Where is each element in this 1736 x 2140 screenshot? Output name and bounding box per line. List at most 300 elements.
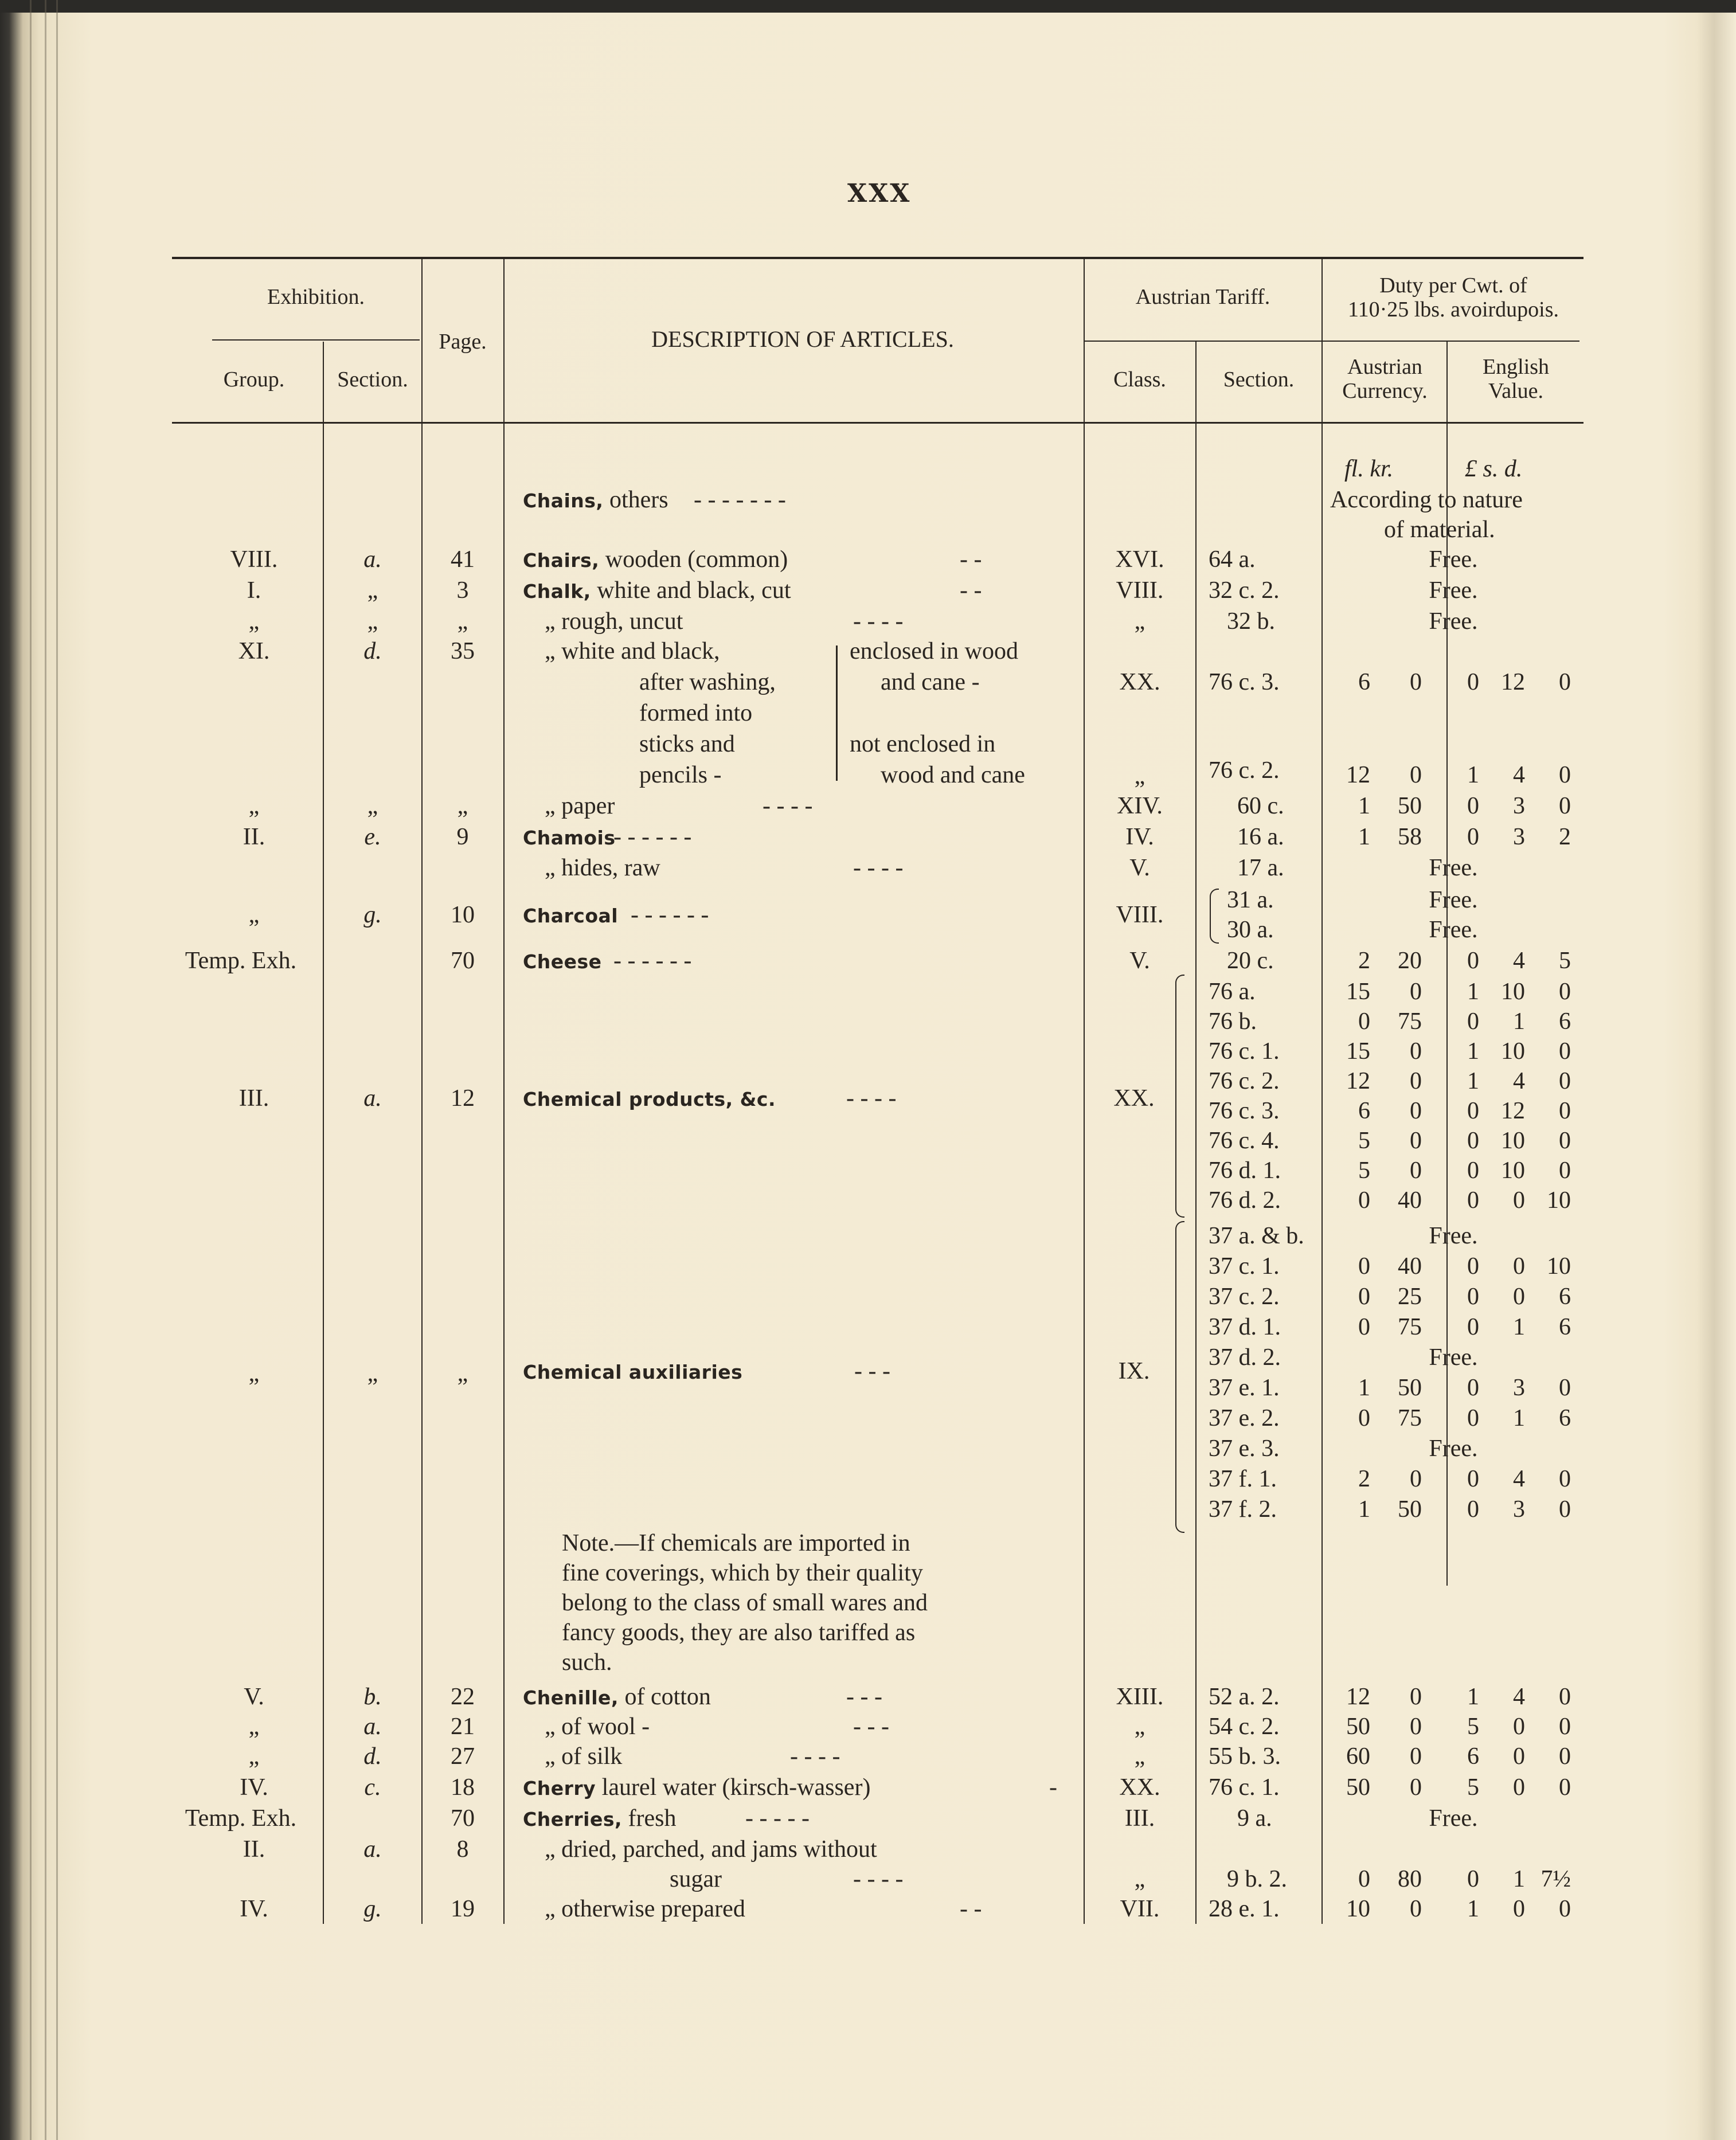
group-cell: VIII. (230, 546, 278, 573)
pound-cell: 1 (1467, 1896, 1479, 1922)
header-tariff-section: Section. (1223, 367, 1295, 392)
duty-free: Free. (1429, 1223, 1478, 1249)
tariff-section-cell: 37 f. 1. (1209, 1466, 1277, 1492)
shilling-cell: 10 (1501, 1157, 1525, 1184)
entry-description-cont: after washing, (639, 669, 776, 695)
header-duty-line2: 110·25 lbs. avoirdupois. (1347, 298, 1559, 322)
duty-free: Free. (1429, 1435, 1478, 1462)
entry-description: „ hides, raw (545, 855, 660, 881)
tariff-rule (1084, 341, 1579, 342)
group-cell: IV. (240, 1774, 268, 1801)
class-cell: XIII. (1116, 1684, 1164, 1710)
fl-cell: 2 (1358, 948, 1370, 974)
fl-cell: 50 (1346, 1774, 1370, 1801)
leader-dashes: - - - - - - (631, 902, 709, 928)
kr-cell: 0 (1410, 1684, 1422, 1710)
page-fold (56, 0, 58, 2140)
fl-cell: 6 (1358, 669, 1370, 695)
entry-text (545, 1742, 622, 1771)
pound-cell: 0 (1467, 1314, 1479, 1340)
header-description: DESCRIPTION OF ARTICLES. (651, 326, 954, 352)
page-cell: 9 (456, 824, 469, 850)
page-cell: 41 (451, 546, 475, 573)
entry-description: wooden (common) (599, 546, 788, 573)
entry-text (545, 1712, 650, 1742)
duty-free: Free. (1429, 546, 1478, 573)
fl-cell: 5 (1358, 1157, 1370, 1184)
shilling-cell: 0 (1513, 1774, 1525, 1801)
col-divider (1195, 342, 1197, 1924)
page-cell: „ (457, 1360, 468, 1387)
page-cell: 70 (451, 948, 475, 974)
pound-cell: 5 (1467, 1713, 1479, 1740)
pound-cell: 0 (1467, 1187, 1479, 1214)
col-divider (1321, 259, 1323, 1924)
pence-cell: 2 (1559, 824, 1571, 850)
fl-cell: 6 (1358, 1098, 1370, 1124)
col-divider (323, 342, 324, 1924)
pence-cell: 0 (1559, 1038, 1571, 1065)
class-cell: XX. (1119, 1774, 1160, 1801)
option-not-enclosed: wood and cane (881, 762, 1025, 788)
class-cell: „ (1134, 1743, 1145, 1770)
header-austrian-tariff: Austrian Tariff. (1135, 285, 1270, 309)
page-cell: 22 (451, 1684, 475, 1710)
pence-cell: 0 (1559, 1684, 1571, 1710)
shilling-cell: 0 (1513, 1713, 1525, 1740)
group-cell: II. (243, 824, 265, 850)
header-austrian-currency: Austrian (1347, 355, 1422, 379)
fl-cell: 2 (1358, 1466, 1370, 1492)
duty-free: Free. (1429, 855, 1478, 881)
section-cell: a. (363, 1085, 382, 1112)
class-cell: „ (1134, 608, 1145, 635)
header-english-value: English (1482, 355, 1550, 379)
group-cell: IV. (240, 1896, 268, 1922)
pence-cell: 0 (1559, 1466, 1571, 1492)
brace (1175, 975, 1184, 1218)
note-line: belong to the class of small wares and (562, 1590, 928, 1616)
duty-free: Free. (1429, 577, 1478, 604)
entry-keyword: Chemical auxiliaries (523, 1361, 743, 1383)
kr-cell: 50 (1398, 1375, 1422, 1401)
fl-cell: 15 (1346, 1038, 1370, 1065)
fl-cell: 0 (1358, 1314, 1370, 1340)
tariff-section-cell: 64 a. (1209, 546, 1256, 573)
kr-cell: 75 (1398, 1405, 1422, 1431)
header-section: Section. (337, 367, 408, 392)
pence-cell: 0 (1559, 1375, 1571, 1401)
pound-cell: 1 (1467, 1684, 1479, 1710)
leader-dashes: - (1049, 1774, 1057, 1801)
leader-dashes: - - - - (763, 793, 813, 819)
pound-cell: 0 (1467, 1284, 1479, 1310)
leader-dashes: - - - - - - - (694, 487, 786, 513)
leader-dashes: - - - - (853, 608, 904, 635)
shilling-cell: 10 (1501, 979, 1525, 1005)
leader-dashes: - - - - (853, 1866, 904, 1892)
note-line: Note.—If chemicals are imported in (562, 1530, 910, 1556)
pound-cell: 0 (1467, 1866, 1479, 1892)
pound-cell: 0 (1467, 1496, 1479, 1523)
pound-cell: 5 (1467, 1774, 1479, 1801)
shilling-cell: 4 (1513, 948, 1525, 974)
pound-cell: 0 (1467, 1375, 1479, 1401)
entry-keyword: Chemical products, &c. (523, 1088, 776, 1110)
col-divider (503, 259, 505, 1924)
entry-description: laurel water (kirsch-wasser) (596, 1774, 871, 1801)
pence-cell: 0 (1559, 793, 1571, 819)
entry-description: of cotton (618, 1684, 711, 1710)
exhibition-rule (212, 339, 420, 341)
entry-description-cont: formed into (639, 700, 753, 726)
kr-cell: 0 (1410, 1774, 1422, 1801)
pence-cell: 0 (1559, 1743, 1571, 1770)
kr-cell: 75 (1398, 1314, 1422, 1340)
group-cell: Temp. Exh. (185, 1805, 297, 1832)
kr-cell: 0 (1410, 1038, 1422, 1065)
tariff-section-cell: 52 a. 2. (1209, 1684, 1280, 1710)
option-enclosed: and cane - (881, 669, 980, 695)
shilling-cell: 3 (1513, 824, 1525, 850)
entry-text (523, 1682, 711, 1713)
entry-description: „ rough, uncut (545, 608, 683, 635)
kr-cell: 25 (1398, 1284, 1422, 1310)
leader-dashes: - - - (853, 1713, 889, 1740)
pence-cell: 0 (1559, 1068, 1571, 1094)
page-number: XXX (847, 179, 912, 208)
fl-cell: 10 (1346, 1896, 1370, 1922)
section-cell: e. (364, 824, 381, 850)
header-austrian-currency: Currency. (1342, 379, 1428, 403)
leader-dashes: - - - (846, 1684, 882, 1710)
entry-description-cont: sticks and (639, 731, 735, 757)
kr-cell: 0 (1410, 1466, 1422, 1492)
group-cell: „ (248, 1360, 260, 1387)
pence-cell: 0 (1559, 762, 1571, 788)
duty-free: Free. (1429, 1805, 1478, 1832)
tariff-section-cell: 76 c. 2. (1209, 1068, 1280, 1094)
pence-cell: 0 (1559, 1713, 1571, 1740)
tariff-section-cell: 76 c. 1. (1209, 1774, 1280, 1801)
pence-cell: 0 (1559, 1128, 1571, 1154)
tariff-section-cell: 37 d. 1. (1209, 1314, 1281, 1340)
tariff-section-cell: 54 c. 2. (1209, 1713, 1280, 1740)
entry-keyword: Chenille, (523, 1687, 619, 1709)
shilling-cell: 4 (1513, 1068, 1525, 1094)
tariff-section-cell: 20 c. (1227, 948, 1274, 974)
group-cell: I. (247, 577, 261, 604)
shilling-cell: 12 (1501, 1098, 1525, 1124)
kr-cell: 40 (1398, 1187, 1422, 1214)
class-cell: „ (1134, 763, 1145, 789)
kr-cell: 50 (1398, 1496, 1422, 1523)
pound-cell: 0 (1467, 1008, 1479, 1035)
kr-cell: 0 (1410, 762, 1422, 788)
shilling-cell: 1 (1513, 1314, 1525, 1340)
kr-cell: 0 (1410, 1743, 1422, 1770)
option-enclosed: enclosed in wood (850, 638, 1018, 664)
tariff-section-cell: 76 d. 1. (1209, 1157, 1281, 1184)
entry-keyword: Chalk, (523, 580, 591, 603)
col-divider (421, 259, 423, 1924)
pence-cell: 10 (1547, 1187, 1571, 1214)
kr-cell: 0 (1410, 1128, 1422, 1154)
group-cell: „ (248, 793, 260, 819)
header-duty-line1: Duty per Cwt. of (1379, 273, 1527, 298)
pence-cell: 0 (1559, 1774, 1571, 1801)
table-top-rule (172, 257, 1583, 259)
fl-cell: 12 (1346, 1684, 1370, 1710)
tariff-section-cell: 76 c. 4. (1209, 1128, 1280, 1154)
page-cell: 35 (451, 638, 475, 664)
fl-cell: 50 (1346, 1713, 1370, 1740)
tariff-section-cell: 31 a. (1227, 887, 1274, 913)
fl-cell: 5 (1358, 1128, 1370, 1154)
section-cell: „ (367, 793, 378, 819)
section-cell: g. (363, 902, 382, 928)
chemicals-note (562, 1528, 1066, 1677)
shilling-cell: 10 (1501, 1038, 1525, 1065)
note-line: fancy goods, they are also tariffed as (562, 1619, 916, 1646)
unit-lsd: £ s. d. (1465, 456, 1523, 482)
class-cell: XVI. (1115, 546, 1164, 573)
shilling-cell: 4 (1513, 1466, 1525, 1492)
group-cell: „ (248, 1743, 260, 1770)
shilling-cell: 12 (1501, 669, 1525, 695)
leader-dashes: - - - - (846, 1085, 897, 1112)
entry-keyword: Cherries, (523, 1808, 623, 1830)
header-english-value: Value. (1488, 379, 1544, 403)
shilling-cell: 10 (1501, 1128, 1525, 1154)
kr-cell: 40 (1398, 1253, 1422, 1280)
kr-cell: 0 (1410, 1098, 1422, 1124)
shilling-cell: 0 (1513, 1253, 1525, 1280)
page-cell: 19 (451, 1896, 475, 1922)
entry-keyword: Cheese (523, 950, 602, 973)
page-cell: 8 (456, 1836, 469, 1863)
tariff-section-cell: 37 e. 2. (1209, 1405, 1280, 1431)
kr-cell: 58 (1398, 824, 1422, 850)
pence-cell: 6 (1559, 1405, 1571, 1431)
fl-cell: 0 (1358, 1187, 1370, 1214)
tariff-section-cell: 76 c. 3. (1209, 1098, 1280, 1124)
tariff-section-cell: 32 c. 2. (1209, 577, 1280, 604)
fl-cell: 1 (1358, 824, 1370, 850)
kr-cell: 50 (1398, 793, 1422, 819)
page-fold (30, 0, 32, 2140)
fl-cell: 0 (1358, 1008, 1370, 1035)
group-cell: V. (244, 1684, 264, 1710)
shilling-cell: 3 (1513, 793, 1525, 819)
shilling-cell: 0 (1513, 1743, 1525, 1770)
option-not-enclosed: not enclosed in (850, 731, 996, 757)
class-cell: V. (1129, 855, 1150, 881)
leader-dashes: - - - (854, 1358, 890, 1384)
leader-dashes: - - (960, 546, 982, 573)
pound-cell: 6 (1467, 1743, 1479, 1770)
section-cell: „ (367, 1360, 378, 1387)
shilling-cell: 0 (1513, 1284, 1525, 1310)
kr-cell: 0 (1410, 979, 1422, 1005)
pound-cell: 0 (1467, 1466, 1479, 1492)
shilling-cell: 1 (1513, 1405, 1525, 1431)
entry-text (523, 1803, 676, 1834)
class-cell: XX. (1119, 669, 1160, 695)
shilling-cell: 1 (1513, 1866, 1525, 1892)
group-cell: III. (238, 1085, 269, 1112)
entry-description: „ white and black, (545, 638, 720, 664)
fl-cell: 0 (1358, 1284, 1370, 1310)
entry-description: „ of wool - (545, 1713, 650, 1740)
entry-keyword: Cherry (523, 1777, 596, 1799)
entry-description: „ paper (545, 793, 615, 819)
pound-cell: 1 (1467, 979, 1479, 1005)
section-cell: „ (367, 608, 378, 635)
pound-cell: 0 (1467, 948, 1479, 974)
kr-cell: 0 (1410, 1896, 1422, 1922)
shilling-cell: 3 (1513, 1496, 1525, 1523)
pound-cell: 0 (1467, 1157, 1479, 1184)
group-cell: Temp. Exh. (185, 948, 297, 974)
duty-free: Free. (1429, 608, 1478, 635)
shilling-cell: 3 (1513, 1375, 1525, 1401)
pound-cell: 0 (1467, 824, 1479, 850)
fl-cell: 12 (1346, 762, 1370, 788)
brace (1175, 1221, 1184, 1533)
entry-keyword: Charcoal (523, 905, 619, 927)
tariff-section-cell: 9 a. (1237, 1805, 1272, 1832)
class-cell: V. (1129, 948, 1150, 974)
kr-cell: 75 (1398, 1008, 1422, 1035)
duty-note: According to nature (1330, 487, 1523, 513)
leader-dashes: - - - - - (745, 1805, 810, 1832)
shilling-cell: 1 (1513, 1008, 1525, 1035)
leader-dashes: - - - - (853, 855, 904, 881)
section-cell: g. (363, 1896, 382, 1922)
kr-cell: 20 (1398, 948, 1422, 974)
page-fold (45, 0, 46, 2140)
class-cell: IX. (1118, 1358, 1150, 1384)
entry-description-cont: sugar (670, 1866, 722, 1892)
page-cell: 70 (451, 1805, 475, 1832)
kr-cell: 0 (1410, 1068, 1422, 1094)
class-cell: VIII. (1116, 902, 1164, 928)
tariff-section-cell: 55 b. 3. (1209, 1743, 1281, 1770)
page-cell: 18 (451, 1774, 475, 1801)
pound-cell: 1 (1467, 762, 1479, 788)
section-cell: a. (363, 546, 382, 573)
duty-free: Free. (1429, 887, 1478, 913)
tariff-section-cell: 76 c. 3. (1209, 669, 1280, 695)
tariff-section-cell: 76 d. 2. (1209, 1187, 1281, 1214)
pound-cell: 0 (1467, 793, 1479, 819)
pence-cell: 6 (1559, 1284, 1571, 1310)
fl-cell: 1 (1358, 1496, 1370, 1523)
pound-cell: 0 (1467, 1405, 1479, 1431)
tariff-section-cell: 76 c. 1. (1209, 1038, 1280, 1065)
class-cell: VII. (1120, 1896, 1160, 1922)
fl-cell: 15 (1346, 979, 1370, 1005)
header-exhibition: Exhibition. (267, 285, 365, 309)
entry-keyword: Chairs, (523, 549, 600, 572)
leader-dashes: - - - - - - (613, 824, 692, 850)
pence-cell: 0 (1559, 1157, 1571, 1184)
header-bottom-rule (172, 422, 1583, 424)
tariff-section-cell: 16 a. (1237, 824, 1284, 850)
section-cell: b. (363, 1684, 382, 1710)
section-cell: d. (363, 638, 382, 664)
entry-text (545, 1894, 745, 1924)
class-cell: III. (1124, 1805, 1155, 1832)
pence-cell: 0 (1559, 1496, 1571, 1523)
shilling-cell: 4 (1513, 762, 1525, 788)
pence-cell: 0 (1559, 669, 1571, 695)
entry-keyword: Chains, (523, 490, 604, 512)
group-cell: II. (243, 1836, 265, 1863)
kr-cell: 0 (1410, 1157, 1422, 1184)
tariff-section-cell: 37 c. 2. (1209, 1284, 1280, 1310)
pence-cell: 5 (1559, 948, 1571, 974)
page-cell: 27 (451, 1743, 475, 1770)
brace (1210, 889, 1219, 944)
entry-description: „ of silk (545, 1743, 623, 1770)
tariff-section-cell: 9 b. 2. (1227, 1866, 1287, 1892)
leader-dashes: - - - - (790, 1743, 840, 1770)
fl-cell: 12 (1346, 1068, 1370, 1094)
fl-cell: 0 (1358, 1253, 1370, 1280)
pound-cell: 0 (1467, 1253, 1479, 1280)
fl-cell: 1 (1358, 1375, 1370, 1401)
fl-cell: 1 (1358, 793, 1370, 819)
note-line: such. (562, 1649, 612, 1676)
tariff-section-cell: 37 c. 1. (1209, 1253, 1280, 1280)
tariff-section-cell: 32 b. (1227, 608, 1275, 635)
shilling-cell: 0 (1513, 1896, 1525, 1922)
class-cell: XIV. (1117, 793, 1163, 819)
duty-free: Free. (1429, 917, 1478, 943)
tariff-section-cell: 76 c. 2. (1209, 757, 1280, 784)
group-cell: „ (248, 1713, 260, 1740)
tariff-section-cell: 76 a. (1209, 979, 1256, 1005)
fl-cell: 0 (1358, 1866, 1370, 1892)
pound-cell: 1 (1467, 1038, 1479, 1065)
kr-cell: 0 (1410, 669, 1422, 695)
pound-cell: 0 (1467, 1128, 1479, 1154)
duty-free: Free. (1429, 1344, 1478, 1371)
class-cell: VIII. (1116, 577, 1164, 604)
section-cell: d. (363, 1743, 382, 1770)
class-cell: „ (1134, 1866, 1145, 1892)
tariff-section-cell: 17 a. (1237, 855, 1284, 881)
header-group: Group. (223, 367, 285, 392)
pence-cell: 0 (1559, 1896, 1571, 1922)
tariff-section-cell: 76 b. (1209, 1008, 1257, 1035)
entry-description-cont: pencils - (639, 762, 722, 788)
class-cell: IV. (1125, 824, 1154, 850)
group-cell: XI. (238, 638, 270, 664)
entry-description: fresh (622, 1805, 677, 1832)
page-cell: 12 (451, 1085, 475, 1112)
tariff-section-cell: 60 c. (1237, 793, 1284, 819)
pence-cell: 0 (1559, 979, 1571, 1005)
entry-keyword: Chamois (523, 827, 616, 849)
pound-cell: 1 (1467, 1068, 1479, 1094)
entry-description: „ dried, parched, and jams without (545, 1836, 877, 1863)
entry-text (523, 1773, 870, 1803)
duty-note: of material. (1384, 517, 1495, 543)
header-page: Page. (439, 330, 487, 354)
